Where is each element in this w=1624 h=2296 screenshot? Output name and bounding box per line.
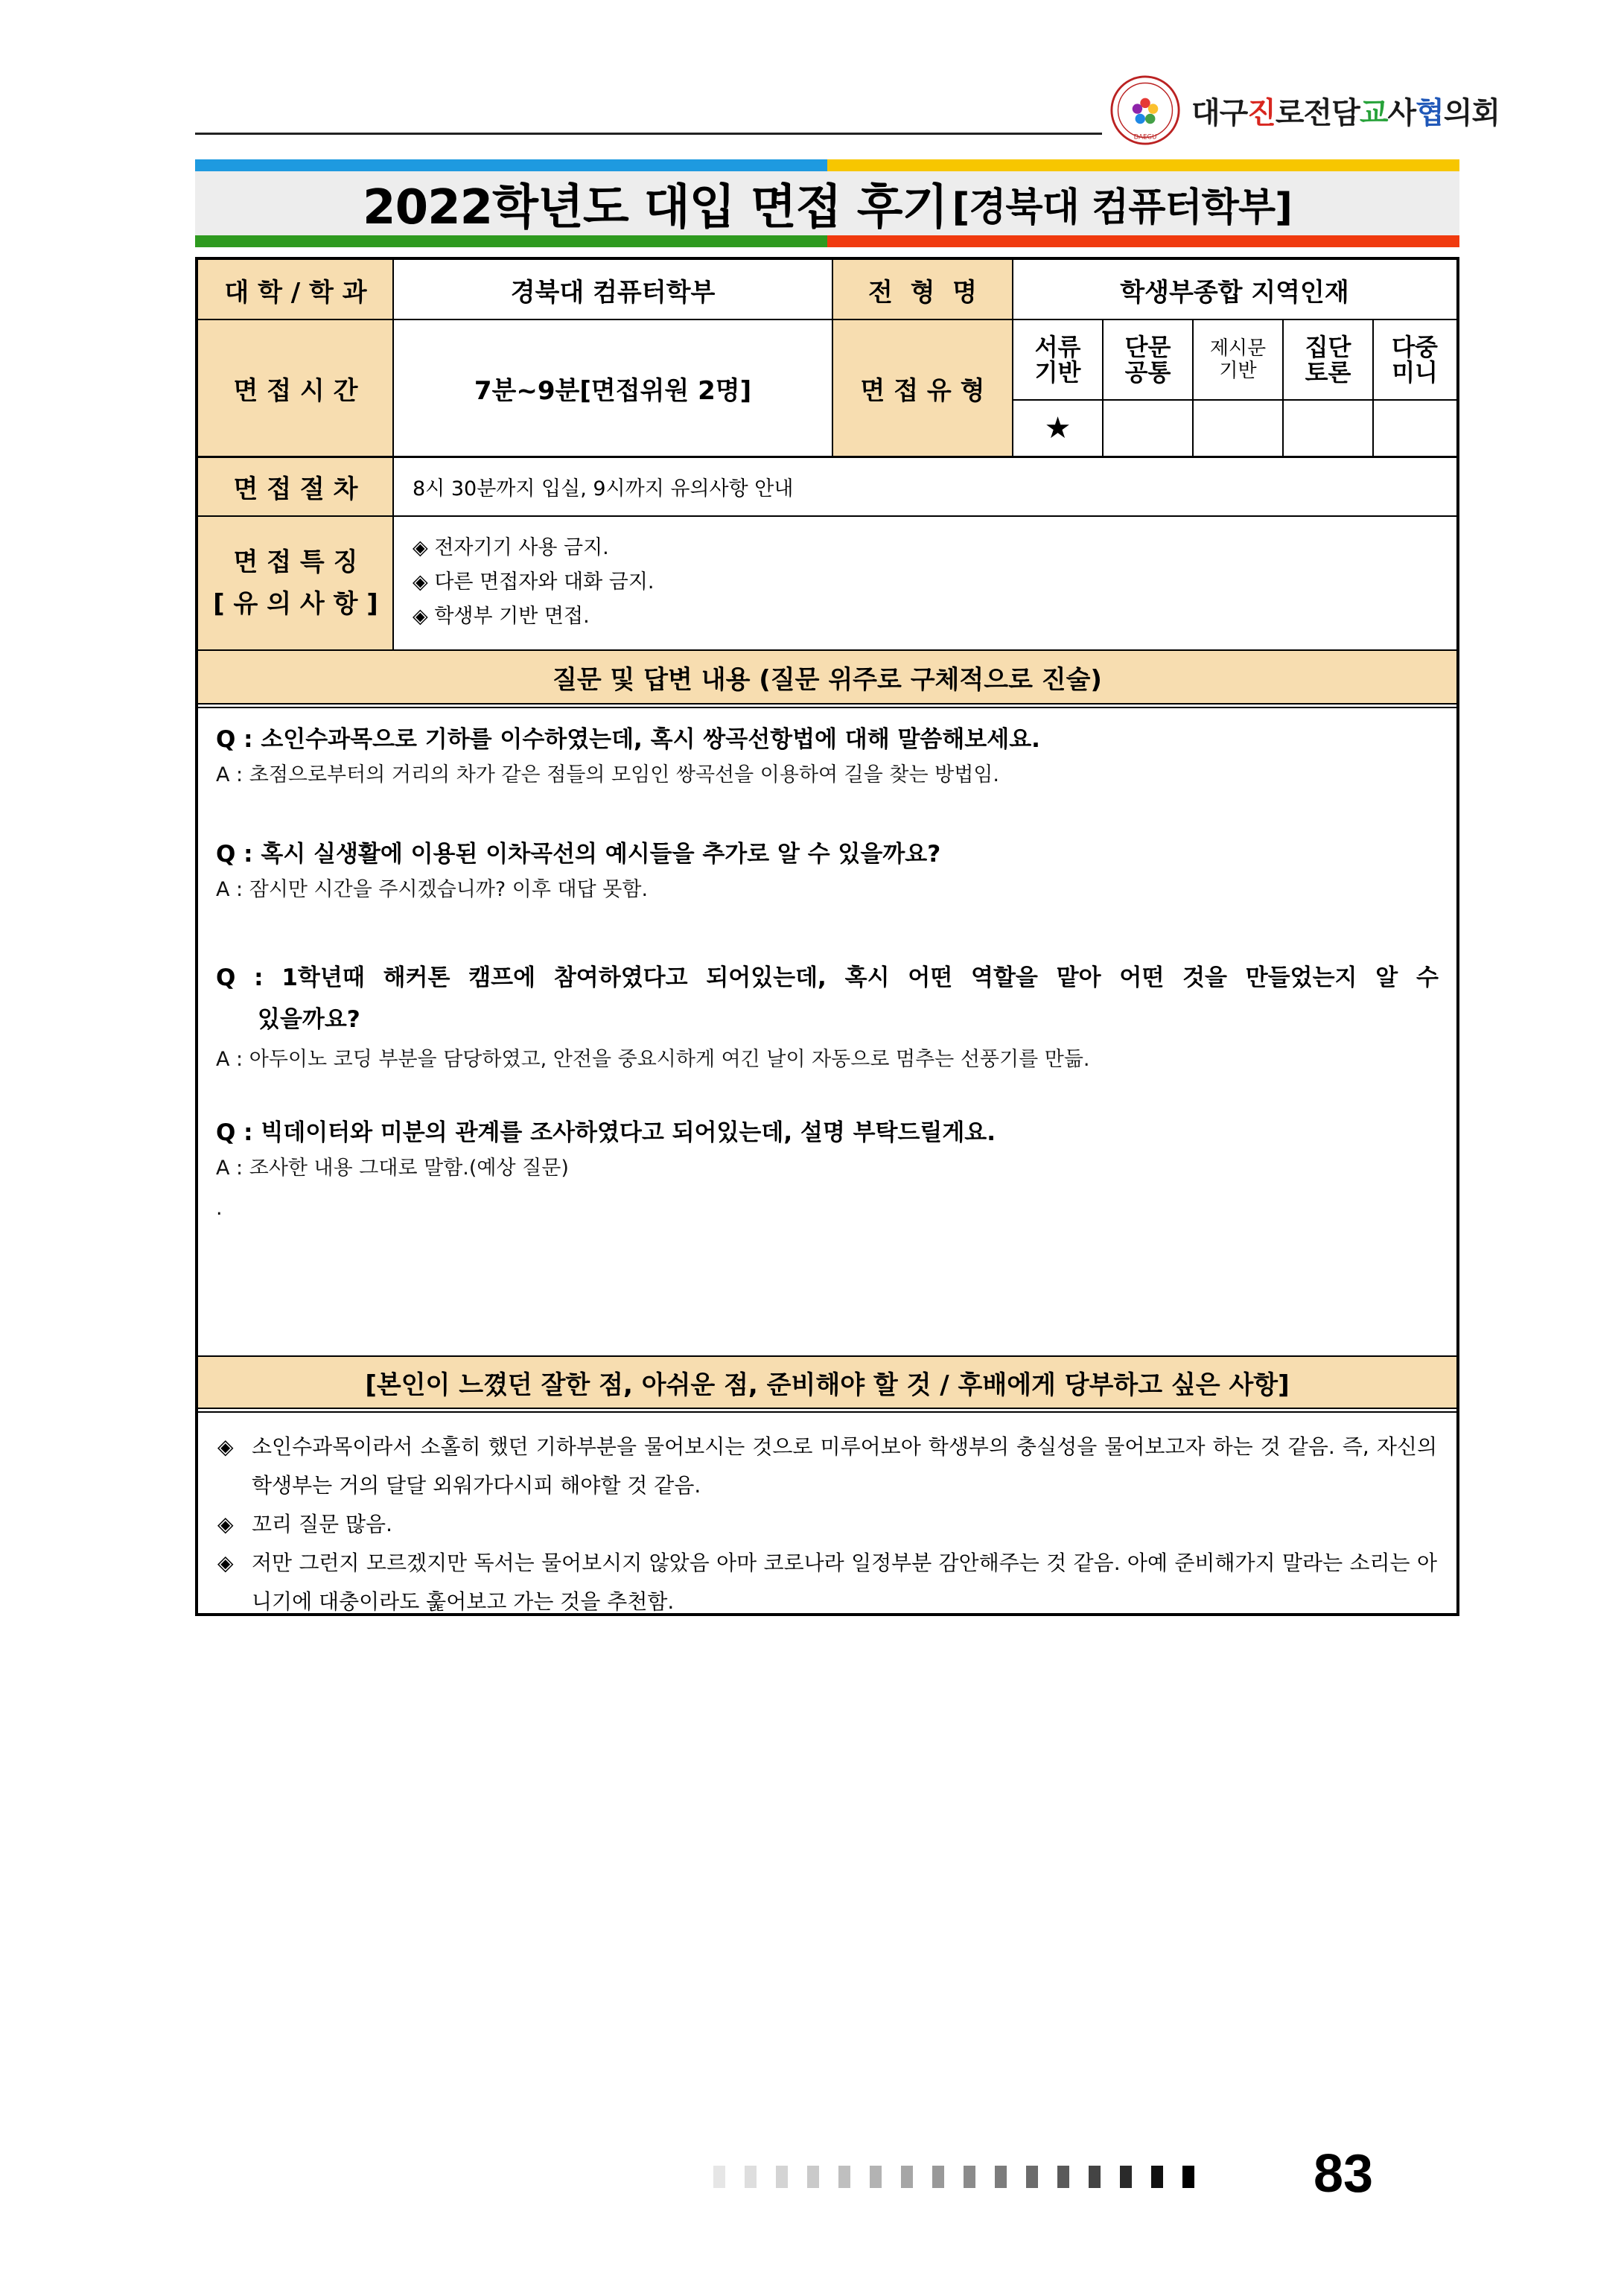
diamond-bullet-icon: ◈ [217, 1512, 234, 1536]
feature-list [393, 516, 1456, 650]
time-label: 면 접 시 간 [198, 319, 393, 457]
reflection-text: 저만 그런지 모르겠지만 독서는 물어보시지 않았음 아마 코로나라 일정부분 감안해주는 것 같음. 아예 준비해가지 말라는 소리는 아니기에 대충이라도 훑어보고 가는 것을 추천함. [252, 1551, 1437, 1614]
answer-1: A : 초점으로부터의 거리의 차가 같은 점들의 모임인 쌍곡선을 이용하여 길을 찾는 방법임. [216, 763, 1000, 786]
grid-line [1013, 399, 1456, 401]
diamond-bullet-icon: ◈ [217, 1434, 234, 1459]
qa-header: 질문 및 답변 내용 (질문 위주로 구체적으로 진술) [198, 650, 1456, 704]
question-2: Q : 혹시 실생활에 이용된 이차곡선의 예시들을 추가로 알 수 있을까요? [216, 841, 941, 868]
org-logo [1109, 74, 1500, 146]
question-4: Q : 빅데이터와 미분의 관계를 조사하였다고 되어있는데, 설명 부탁드릴게요. [216, 1119, 996, 1146]
answer-4: A : 조사한 내용 그대로 말함.(예상 질문) [216, 1157, 569, 1180]
grid-line [198, 1411, 1456, 1413]
feature-item: ◈ 학생부 기반 면접. [413, 605, 590, 628]
title-sub: [경북대 컴퓨터학부] [952, 185, 1292, 230]
kind-group: 집단 토론 [1305, 333, 1351, 387]
grid-line [198, 515, 1456, 517]
kind-mark-group [1283, 400, 1373, 457]
kind-document: 서류 기반 [1034, 333, 1081, 387]
title-bar-red [827, 235, 1459, 247]
grid-line [1282, 319, 1284, 457]
grid-line [198, 703, 1456, 705]
grid-line [1372, 319, 1374, 457]
feature-item: ◈ 다른 면접자와 대화 금지. [413, 570, 655, 594]
seal-icon [1109, 74, 1181, 146]
grid-line [198, 1408, 1456, 1409]
question-3: Q : 1학년때 해커톤 캠프에 참여하였다고 되어있는데, 혹시 어떤 역할을 맡아 어떤 것을 만들었는지 알 수 [216, 964, 1439, 991]
title-main: 2022학년도 대입 면접 후기 [363, 180, 948, 235]
proc-label: 면 접 절 차 [198, 457, 393, 516]
kind-label: 면 접 유 형 [832, 319, 1013, 457]
kind-short-common: 단문 공통 [1124, 333, 1171, 387]
grid-line [1012, 260, 1013, 457]
grid-line [198, 1355, 1456, 1357]
feature-item: ◈ 전자기기 사용 금지. [413, 536, 609, 559]
reflection-text: 꼬리 질문 많음. [252, 1512, 392, 1536]
grid-line [198, 707, 1456, 708]
answer-4-extra: . [216, 1197, 223, 1220]
svg-text:DAEGU: DAEGU [1133, 133, 1157, 141]
grid-line [1192, 319, 1194, 457]
answer-2: A : 잠시만 시간을 주시겠습니까? 이후 대답 못함. [216, 878, 649, 901]
feat-label-line1: 면 접 특 징 [233, 547, 358, 577]
interview-table [195, 257, 1459, 1616]
feat-label [198, 516, 393, 650]
page-number: 83 [1313, 2144, 1374, 2204]
answer-3: A : 아두이노 코딩 부분을 담당하였고, 안전을 중요시하게 여긴 날이 자동으로 멈추는 선풍기를 만듦. [216, 1048, 1090, 1071]
univ-value: 경북대 컴퓨터학부 [510, 277, 716, 308]
reflection-text: 소인수과목이라서 소홀히 했던 기하부분을 물어보시는 것으로 미루어보아 학생부의 충실성을 물어보고자 하는 것 같음. 즉, 자신의 학생부는 거의 달달 외워가다시피 해야할 것 같음. [252, 1434, 1437, 1498]
diamond-bullet-icon: ◈ [217, 1551, 234, 1575]
kind-mark-multi-mini [1373, 400, 1456, 457]
qa-section [198, 708, 1456, 1356]
reflection-item [217, 1428, 1437, 1505]
feat-label-line2: [ 유 의 사 항 ] [213, 589, 378, 619]
org-name: 대구진로전담교사협의회 [1191, 95, 1500, 130]
reflection-item [217, 1505, 1437, 1544]
type-label: 전 형 명 [832, 260, 1013, 319]
reflection-list [198, 1416, 1456, 1614]
grid-line [832, 260, 833, 457]
reflection-item [217, 1544, 1437, 1621]
grid-line [198, 649, 1456, 651]
kind-passage: 제시문 기반 [1209, 337, 1267, 382]
kind-multi-mini: 다중 미니 [1392, 333, 1438, 387]
kind-mark-passage [1193, 400, 1283, 457]
question-3-cont: 있을까요? [258, 1006, 360, 1033]
proc-value: 8시 30분까지 입실, 9시까지 유의사항 안내 [413, 477, 794, 500]
univ-label: 대 학 / 학 과 [198, 260, 393, 319]
time-value: 7분~9분[면접위원 2명] [474, 375, 752, 406]
kind-mark-document: ★ [1044, 411, 1071, 445]
footer-gradient-blocks [713, 2166, 1214, 2188]
page-title [195, 171, 1459, 235]
grid-line [198, 319, 1456, 320]
grid-line [198, 456, 1456, 458]
title-bar-green [195, 235, 827, 247]
type-value: 학생부종합 지역인재 [1120, 277, 1349, 308]
reflection-header: [본인이 느꼈던 잘한 점, 아쉬운 점, 준비해야 할 것 / 후배에게 당부하고 싶은 사항] [198, 1356, 1456, 1408]
question-1: Q : 소인수과목으로 기하를 이수하였는데, 혹시 쌍곡선항법에 대해 말씀해보세요. [216, 726, 1040, 753]
grid-line [1102, 319, 1104, 457]
kind-mark-short-common [1103, 400, 1193, 457]
header-rule [195, 133, 1102, 135]
